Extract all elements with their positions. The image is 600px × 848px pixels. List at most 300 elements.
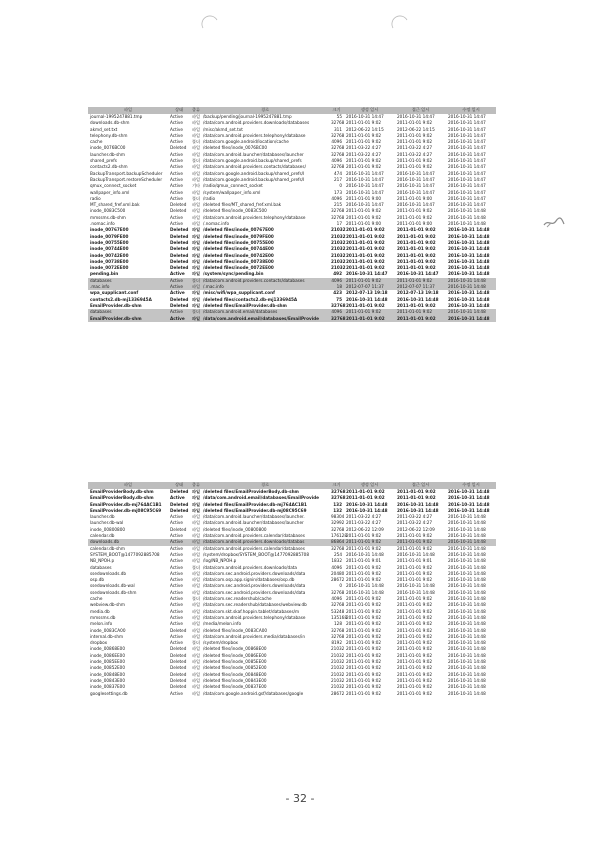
created-cell: 2016-10-31 14:47 (346, 183, 384, 189)
accessed-cell: 2011-01-01 9:00 (397, 195, 433, 201)
status-cell: Deleted (170, 252, 189, 258)
path-cell: /radio (203, 195, 216, 201)
status-cell: Deleted (170, 233, 189, 239)
modified-cell: 2016-10-31 14:48 (448, 608, 486, 614)
status-cell: Active (168, 284, 190, 290)
accessed-cell: 2016-10-31 14:47 (397, 176, 435, 182)
status-cell: Active (170, 139, 183, 145)
file-name-cell: downloads.db (88, 539, 168, 545)
status-cell: Active (168, 316, 190, 322)
type-cell: 폴더 (192, 277, 201, 283)
created-cell: 2012-07-07 11:37 (344, 284, 395, 290)
file-name-cell: launcher.db-wal (90, 520, 124, 526)
status-cell: Active (170, 114, 183, 119)
size-cell: 32768 (331, 589, 345, 595)
size-cell: 32768 (331, 132, 345, 138)
path-cell: /data/com.sec.readershub/cache (203, 596, 272, 602)
created-cell: 2012-06-22 12:09 (346, 526, 384, 532)
path-cell: /data/com.android.providers.contacts/databases (201, 278, 329, 284)
type-cell: 폴더 (192, 564, 201, 570)
type-cell: 파일 (192, 290, 201, 296)
size-cell: 21032 (331, 227, 346, 233)
accessed-cell: 2016-10-31 14:48 (397, 551, 435, 557)
accessed-cell: 2011-01-01 9:02 (397, 239, 436, 245)
size-cell: 21032 (331, 684, 345, 690)
path-cell: /misc/akmd_set.txt (203, 126, 243, 132)
created-cell: 2011-01-01 9:02 (346, 564, 382, 570)
modified-cell: 2016-10-31 14:48 (446, 539, 496, 545)
status-cell: Deleted (170, 659, 187, 665)
modified-cell: 2016-10-31 14:48 (448, 246, 490, 252)
file-name-cell: wpa_supplicant.conf (90, 290, 139, 296)
created-cell: 2011-01-01 9:02 (346, 602, 382, 608)
file-name-cell: webview.db-shm (90, 602, 125, 608)
file-table-2 (88, 482, 496, 697)
status-cell: Active (170, 596, 183, 602)
type-cell: 파일 (192, 233, 201, 239)
size-cell: 21032 (331, 233, 346, 239)
file-name-cell: ssedownloads.db-shm (90, 589, 137, 595)
size-cell: 0 (339, 183, 342, 189)
file-name-cell: cache (90, 596, 103, 602)
col-status-header: 상태 (168, 482, 190, 489)
file-name-cell: cache (90, 139, 103, 145)
type-cell: 파일 (192, 621, 201, 627)
type-cell: 파일 (192, 614, 201, 620)
modified-cell: 2016-10-31 14:48 (446, 278, 496, 284)
status-cell: Active (170, 189, 183, 195)
size-cell: 32768 (331, 151, 345, 157)
page-number: - 32 - (285, 792, 315, 805)
file-name-cell: calendar.db-shm (90, 545, 125, 551)
type-cell: 파일 (192, 114, 201, 119)
modified-cell: 2016-10-31 14:48 (448, 640, 486, 646)
created-cell: 2011-01-01 9:02 (346, 577, 382, 583)
type-cell: 파일 (192, 514, 201, 520)
path-cell: /.nomac.info (203, 221, 230, 227)
created-cell: 2011-01-01 9:02 (346, 665, 382, 671)
modified-cell: 2016-10-31 14:48 (448, 258, 490, 264)
size-cell: 4096 (331, 139, 342, 145)
status-cell: Deleted (170, 145, 187, 151)
file-name-cell: EmailProviderBody.db-shm (90, 489, 154, 494)
path-cell: /deleted files/EmailProvider.db-shm (203, 302, 287, 308)
table-row (88, 495, 496, 501)
file-name-cell: inode_00755E00 (90, 239, 129, 245)
type-cell: 파일 (192, 221, 201, 227)
accessed-cell: 2011-01-01 9:02 (397, 621, 433, 627)
type-cell: 파일 (192, 577, 201, 583)
path-cell: /data/com.osp.app.signin/databases/osp.db (203, 577, 295, 583)
type-cell: 파일 (192, 151, 201, 157)
file-name-cell: inode_0083CA00 (90, 627, 126, 633)
file-name-cell: databases (88, 309, 168, 315)
modified-cell: 2016-10-31 14:47 (448, 189, 486, 195)
accessed-cell: 2012-07-07 11:37 (395, 284, 446, 290)
modified-cell: 2016-10-31 14:48 (448, 271, 490, 277)
type-cell: 파일 (192, 489, 201, 494)
path-cell: /.mac.info (201, 284, 329, 290)
accessed-cell: 2011-03-22 4:27 (397, 520, 433, 526)
type-cell: 파일 (192, 570, 201, 576)
modified-cell: 2016-10-31 14:48 (448, 526, 486, 532)
modified-cell: 2016-10-31 14:48 (448, 652, 486, 658)
type-cell: 파일 (192, 665, 201, 671)
file-name-cell: EmailProvider.db-shm (90, 302, 142, 308)
type-cell: 파일 (192, 602, 201, 608)
file-name-cell: EmailProviderBody.db-shm (90, 495, 154, 501)
accessed-cell: 2011-01-01 9:02 (397, 564, 433, 570)
modified-cell: 2016-10-31 14:48 (448, 533, 486, 539)
file-name-cell: melon.info (90, 621, 113, 627)
size-cell: 311 (334, 126, 342, 132)
size-cell: 32992 (331, 520, 345, 526)
path-cell: /system/sync/pending.bin (203, 271, 264, 277)
created-cell: 2011-01-01 9:02 (346, 659, 382, 665)
status-cell: Active (170, 195, 183, 201)
created-cell: 2011-01-01 9:02 (346, 239, 385, 245)
file-name-cell: launcher.db-shm (90, 151, 125, 157)
type-cell: 폴더 (192, 309, 201, 315)
col-type-header: 종류 (192, 482, 201, 488)
modified-cell: 2016-10-31 14:47 (448, 164, 486, 170)
status-cell: Active (170, 271, 185, 277)
col-name-header: 파일 (88, 107, 168, 114)
accessed-cell: 2011-01-01 9:02 (397, 208, 433, 214)
status-cell: Active (170, 151, 183, 157)
size-cell: 32768 (331, 545, 345, 551)
col-created-header: 생성 일시 (344, 107, 395, 114)
path-cell: /radio/qmux_connect_socket (203, 183, 263, 189)
accessed-cell: 2011-01-01 9:00 (397, 221, 433, 227)
size-cell: 21032 (331, 258, 346, 264)
col-modified-header: 수정 일시 (446, 107, 496, 114)
size-cell: 21032 (331, 652, 345, 658)
accessed-cell: 2011-01-01 9:02 (395, 539, 446, 545)
accessed-cell: 2016-10-31 14:47 (397, 170, 435, 176)
created-cell: 2011-01-01 9:02 (346, 533, 382, 539)
status-cell: Active (170, 164, 183, 170)
type-cell: 파일 (192, 126, 201, 132)
accessed-cell: 2011-03-22 4:27 (397, 151, 433, 157)
path-cell: /media/melon.info (203, 621, 242, 627)
modified-cell: 2016-10-31 14:48 (448, 614, 486, 620)
modified-cell: 2016-10-31 14:47 (448, 195, 486, 201)
type-cell: 파일 (192, 227, 201, 233)
file-name-cell: qmux_connect_socket (90, 183, 137, 189)
size-cell: 17 (336, 221, 342, 227)
status-cell: Deleted (170, 652, 187, 658)
modified-cell: 2016-10-31 14:48 (448, 514, 486, 520)
path-cell: /backup/pending/journal-1995247881.tmp (203, 114, 292, 119)
status-cell: Active (170, 533, 183, 539)
modified-cell: 2016-10-31 14:48 (446, 284, 496, 290)
size-cell: 4096 (331, 564, 342, 570)
status-cell: Deleted (170, 239, 189, 245)
size-cell: 173 (334, 189, 342, 195)
file-name-cell: EmailProvider.db-shm (88, 316, 168, 322)
accessed-cell: 2012-07-13 19:18 (397, 290, 439, 296)
created-cell: 2011-03-22 4:27 (346, 514, 382, 520)
size-cell: 4096 (331, 195, 342, 201)
created-cell: 2011-01-01 9:02 (346, 621, 382, 627)
accessed-cell: 2011-01-01 9:02 (397, 246, 436, 252)
created-cell: 2016-10-31 14:48 (346, 501, 388, 507)
modified-cell: 2016-10-31 14:48 (448, 665, 486, 671)
created-cell: 2011-01-01 9:02 (346, 302, 385, 308)
type-cell: 파일 (192, 495, 201, 501)
accessed-cell: 2011-01-01 9:02 (397, 545, 433, 551)
size-cell: 28672 (331, 690, 345, 696)
path-cell: /deleted files/inode_00868E00 (203, 646, 267, 652)
modified-cell: 2016-10-31 14:48 (448, 495, 490, 501)
created-cell: 2016-10-31 14:48 (346, 589, 384, 595)
modified-cell: 2016-10-31 14:48 (448, 577, 486, 583)
table-row (88, 297, 496, 303)
modified-cell: 2016-10-31 14:48 (448, 252, 490, 258)
type-cell: 파일 (192, 164, 201, 170)
size-cell: 20480 (331, 570, 345, 576)
size-cell: 21032 (331, 671, 345, 677)
modified-cell: 2016-10-31 14:47 (448, 176, 486, 182)
col-accessed-header: 접근 일시 (395, 107, 446, 114)
size-cell: 423 (333, 290, 342, 296)
created-cell: 2016-10-31 14:48 (346, 296, 388, 302)
col-size-header: 크기 (329, 482, 344, 489)
type-cell: 파일 (192, 120, 201, 126)
file-name-cell: EmailProvider.db-mj08C95C69 (90, 507, 162, 513)
status-cell: Active (170, 614, 183, 620)
file-name-cell: googlesettings.db (90, 690, 128, 696)
size-cell: 98304 (331, 514, 345, 520)
accessed-cell: 2011-01-01 9:02 (397, 640, 433, 646)
size-cell: 4096 (331, 158, 342, 164)
path-cell: /deleted files/inode_00837E00 (203, 684, 267, 690)
size-cell: 128 (334, 621, 342, 627)
size-cell: 32768 (331, 214, 345, 220)
accessed-cell: 2011-03-22 4:27 (397, 145, 433, 151)
modified-cell: 2016-10-31 14:47 (448, 132, 486, 138)
status-cell: Deleted (170, 646, 187, 652)
modified-cell: 2016-10-31 14:48 (448, 239, 490, 245)
modified-cell: 2016-10-31 14:47 (448, 114, 486, 119)
accessed-cell: 2011-01-01 9:02 (397, 214, 433, 220)
type-cell: 파일 (192, 284, 201, 290)
status-cell: Active (170, 514, 183, 520)
path-cell: /data/com.sec.readershub/databases/webview.db (203, 602, 307, 608)
path-cell: /deleted files/inode_0076BC00 (203, 145, 267, 151)
status-cell: Active (170, 132, 183, 138)
accessed-cell: 2016-10-31 14:47 (397, 114, 435, 119)
size-cell: 4096 (331, 596, 342, 602)
accessed-cell: 2016-10-31 14:47 (397, 189, 435, 195)
size-cell: 21032 (331, 239, 346, 245)
type-cell: 폴더 (192, 139, 201, 145)
size-cell: 53248 (331, 608, 345, 614)
path-cell: /deleted files/inode_0083C500 (203, 208, 267, 214)
status-cell: Active (170, 602, 183, 608)
size-cell: 135168 (331, 614, 347, 620)
path-cell: /data/com.android.providers.telephony/database (203, 614, 306, 620)
file-name-cell: journal-1995247881.tmp (90, 114, 143, 119)
file-name-cell: pending.bin (90, 271, 119, 277)
status-cell: Deleted (170, 296, 189, 302)
file-name-cell: telephony.db-shm (90, 132, 128, 138)
modified-cell: 2016-10-31 14:47 (448, 126, 486, 132)
created-cell: 2011-01-01 9:02 (346, 139, 382, 145)
accessed-cell: 2011-03-22 4:27 (397, 514, 433, 520)
accessed-cell: 2011-01-01 9:02 (397, 164, 433, 170)
accessed-cell: 2011-01-01 9:02 (397, 258, 436, 264)
file-name-cell: .nomac.info (90, 221, 115, 227)
size-cell: 32768 (331, 633, 345, 639)
size-cell: 21032 (331, 265, 346, 271)
type-cell: 파일 (192, 690, 201, 696)
modified-cell: 2016-10-31 14:48 (448, 690, 486, 696)
created-cell: 2011-01-01 9:02 (344, 278, 395, 284)
accessed-cell: 2011-01-01 9:02 (397, 671, 433, 677)
accessed-cell: 2011-01-01 9:02 (397, 602, 433, 608)
size-cell: 492 (333, 271, 342, 277)
type-cell: 파일 (192, 252, 201, 258)
accessed-cell: 2011-01-01 9:02 (397, 665, 433, 671)
created-cell: 2011-01-01 9:02 (346, 596, 382, 602)
created-cell: 2011-03-22 4:27 (346, 520, 382, 526)
modified-cell: 2016-10-31 14:48 (448, 621, 486, 627)
file-name-cell: NB_NPOH.p (90, 558, 115, 564)
path-cell: /system/dropbox/SYSTEM_BOOT@1477092885708 (203, 551, 310, 557)
file-name-cell: contacts2.db-mj1336945A (90, 296, 152, 302)
modified-cell: 2016-10-31 14:48 (448, 671, 486, 677)
type-cell: 파일 (192, 214, 201, 220)
modified-cell: 2016-10-31 14:48 (448, 545, 486, 551)
created-cell: 2016-10-31 14:47 (346, 176, 384, 182)
file-name-cell: contacts2.db-shm (90, 164, 128, 170)
created-cell: 2016-10-31 14:47 (346, 189, 384, 195)
status-cell: Active (170, 583, 183, 589)
modified-cell: 2016-10-31 14:48 (448, 227, 490, 233)
type-cell: 파일 (192, 246, 201, 252)
type-cell: 파일 (192, 189, 201, 195)
file-name-cell: launcher.db (90, 514, 115, 520)
file-name-cell: inode_0083C500 (90, 208, 126, 214)
file-name-cell: inode_00800800 (90, 526, 126, 532)
path-cell: /deleted files/inode_00800800 (203, 526, 267, 532)
modified-cell: 2016-10-31 14:48 (448, 296, 490, 302)
path-cell: /deleted files/inode_0079FE00 (203, 233, 274, 239)
type-cell: 파일 (192, 558, 201, 564)
size-cell: 32768 (331, 302, 346, 308)
file-name-cell: EmailProvider.db-mj764AC1B1 (90, 501, 162, 507)
created-cell: 2012-07-13 19:18 (346, 290, 388, 296)
col-accessed-header: 접근 일시 (395, 482, 446, 489)
file-name-cell: akmd_set.txt (90, 126, 118, 132)
size-cell: 132 (333, 501, 342, 507)
path-cell: /deleted files/EmailProviderBody.db-shm (203, 489, 299, 494)
status-cell: Active (168, 309, 190, 315)
status-cell: Active (170, 221, 183, 227)
status-cell: Active (170, 690, 183, 696)
path-cell: /deleted files/inode_00848E00 (203, 671, 267, 677)
modified-cell: 2016-10-31 14:48 (448, 265, 490, 271)
created-cell: 2011-01-01 9:02 (346, 489, 385, 494)
file-table-1 (88, 107, 496, 322)
created-cell: 2011-01-01 9:02 (346, 246, 385, 252)
path-cell: /data/com.android.providers.calendar/databases (203, 533, 305, 539)
created-cell: 2011-01-01 9:02 (344, 316, 395, 322)
size-cell: 21032 (331, 677, 345, 683)
created-cell: 2011-01-01 9:02 (346, 684, 382, 690)
modified-cell: 2016-10-31 14:48 (448, 602, 486, 608)
path-cell: /data/com.android.email/databases/EmailProvide (203, 495, 319, 501)
created-cell: 2016-10-31 14:47 (346, 114, 384, 119)
path-cell: /deleted files/inode_00738E00 (203, 258, 274, 264)
path-cell: /log/NB_NPOH.p (203, 558, 237, 564)
type-cell: 파일 (192, 633, 201, 639)
created-cell: 2011-03-22 4:27 (346, 145, 382, 151)
file-name-cell: ssedownloads.db (90, 570, 127, 576)
type-cell: 파일 (192, 646, 201, 652)
path-cell: /data/com.android.email/databases/EmailProvide (201, 316, 329, 322)
accessed-cell: 2011-01-01 9:02 (397, 120, 433, 126)
modified-cell: 2016-10-31 14:48 (448, 214, 486, 220)
path-cell: /data/com.skt.skaf.hoppin.tablet/databases/m (203, 608, 300, 614)
accessed-cell: 2011-01-01 9:02 (397, 252, 436, 258)
size-cell: 21032 (331, 665, 345, 671)
file-name-cell: MT_shared_fref.xml.bak (90, 202, 140, 208)
file-name-cell: downloads.db-shm (90, 120, 130, 126)
file-name-cell: inode_00744E00 (90, 246, 129, 252)
accessed-cell: 2011-01-01 9:02 (397, 684, 433, 690)
created-cell: 2011-01-01 9:02 (346, 646, 382, 652)
path-cell: /deleted files/inode_0085EE00 (203, 659, 267, 665)
accessed-cell: 2011-01-01 9:02 (397, 139, 433, 145)
modified-cell: 2016-10-31 14:48 (448, 221, 486, 227)
file-name-cell: media.db (90, 608, 110, 614)
path-cell: /data/com.google.android.backup/shared_prefs/I (203, 176, 305, 182)
created-cell: 2012-06-22 14:15 (346, 126, 384, 132)
accessed-cell: 2011-01-01 9:02 (397, 633, 433, 639)
type-cell: 폴더 (192, 158, 201, 164)
path-cell: /misc/wifi/wpa_supplicant.conf (203, 290, 275, 296)
type-cell: 파일 (192, 507, 201, 513)
path-cell: /data/com.android.providers.downloads/data (203, 564, 297, 570)
accessed-cell: 2016-10-31 14:48 (397, 589, 435, 595)
type-cell: 파일 (192, 539, 201, 545)
status-cell: Active (170, 640, 183, 646)
type-cell: 파일 (192, 652, 201, 658)
size-cell: 474 (334, 170, 342, 176)
created-cell: 2011-01-01 9:02 (346, 627, 382, 633)
accessed-cell: 2016-10-31 14:48 (397, 296, 439, 302)
status-cell: Active (168, 539, 190, 545)
path-cell: /deleted files/EmailProvider.db-mj08C95C69 (203, 507, 307, 513)
accessed-cell: 2011-01-01 9:02 (397, 570, 433, 576)
path-cell: /deleted files/inode_00843E00 (203, 677, 267, 683)
accessed-cell: 2011-01-01 9:02 (397, 533, 433, 539)
accessed-cell: 2016-10-31 14:47 (397, 183, 435, 189)
modified-cell: 2016-10-31 14:48 (448, 208, 486, 214)
table-header (88, 107, 496, 114)
type-cell: 파일 (192, 302, 201, 308)
status-cell: Active (170, 551, 183, 557)
path-cell: /data/com.android.providers.media/databases/in (203, 633, 305, 639)
size-cell: 75 (336, 296, 342, 302)
status-cell: Active (170, 495, 185, 501)
type-cell: 파일 (192, 258, 201, 264)
type-cell: 파일 (192, 170, 201, 176)
path-cell: /data/com.google.android/location/cache (203, 139, 289, 145)
